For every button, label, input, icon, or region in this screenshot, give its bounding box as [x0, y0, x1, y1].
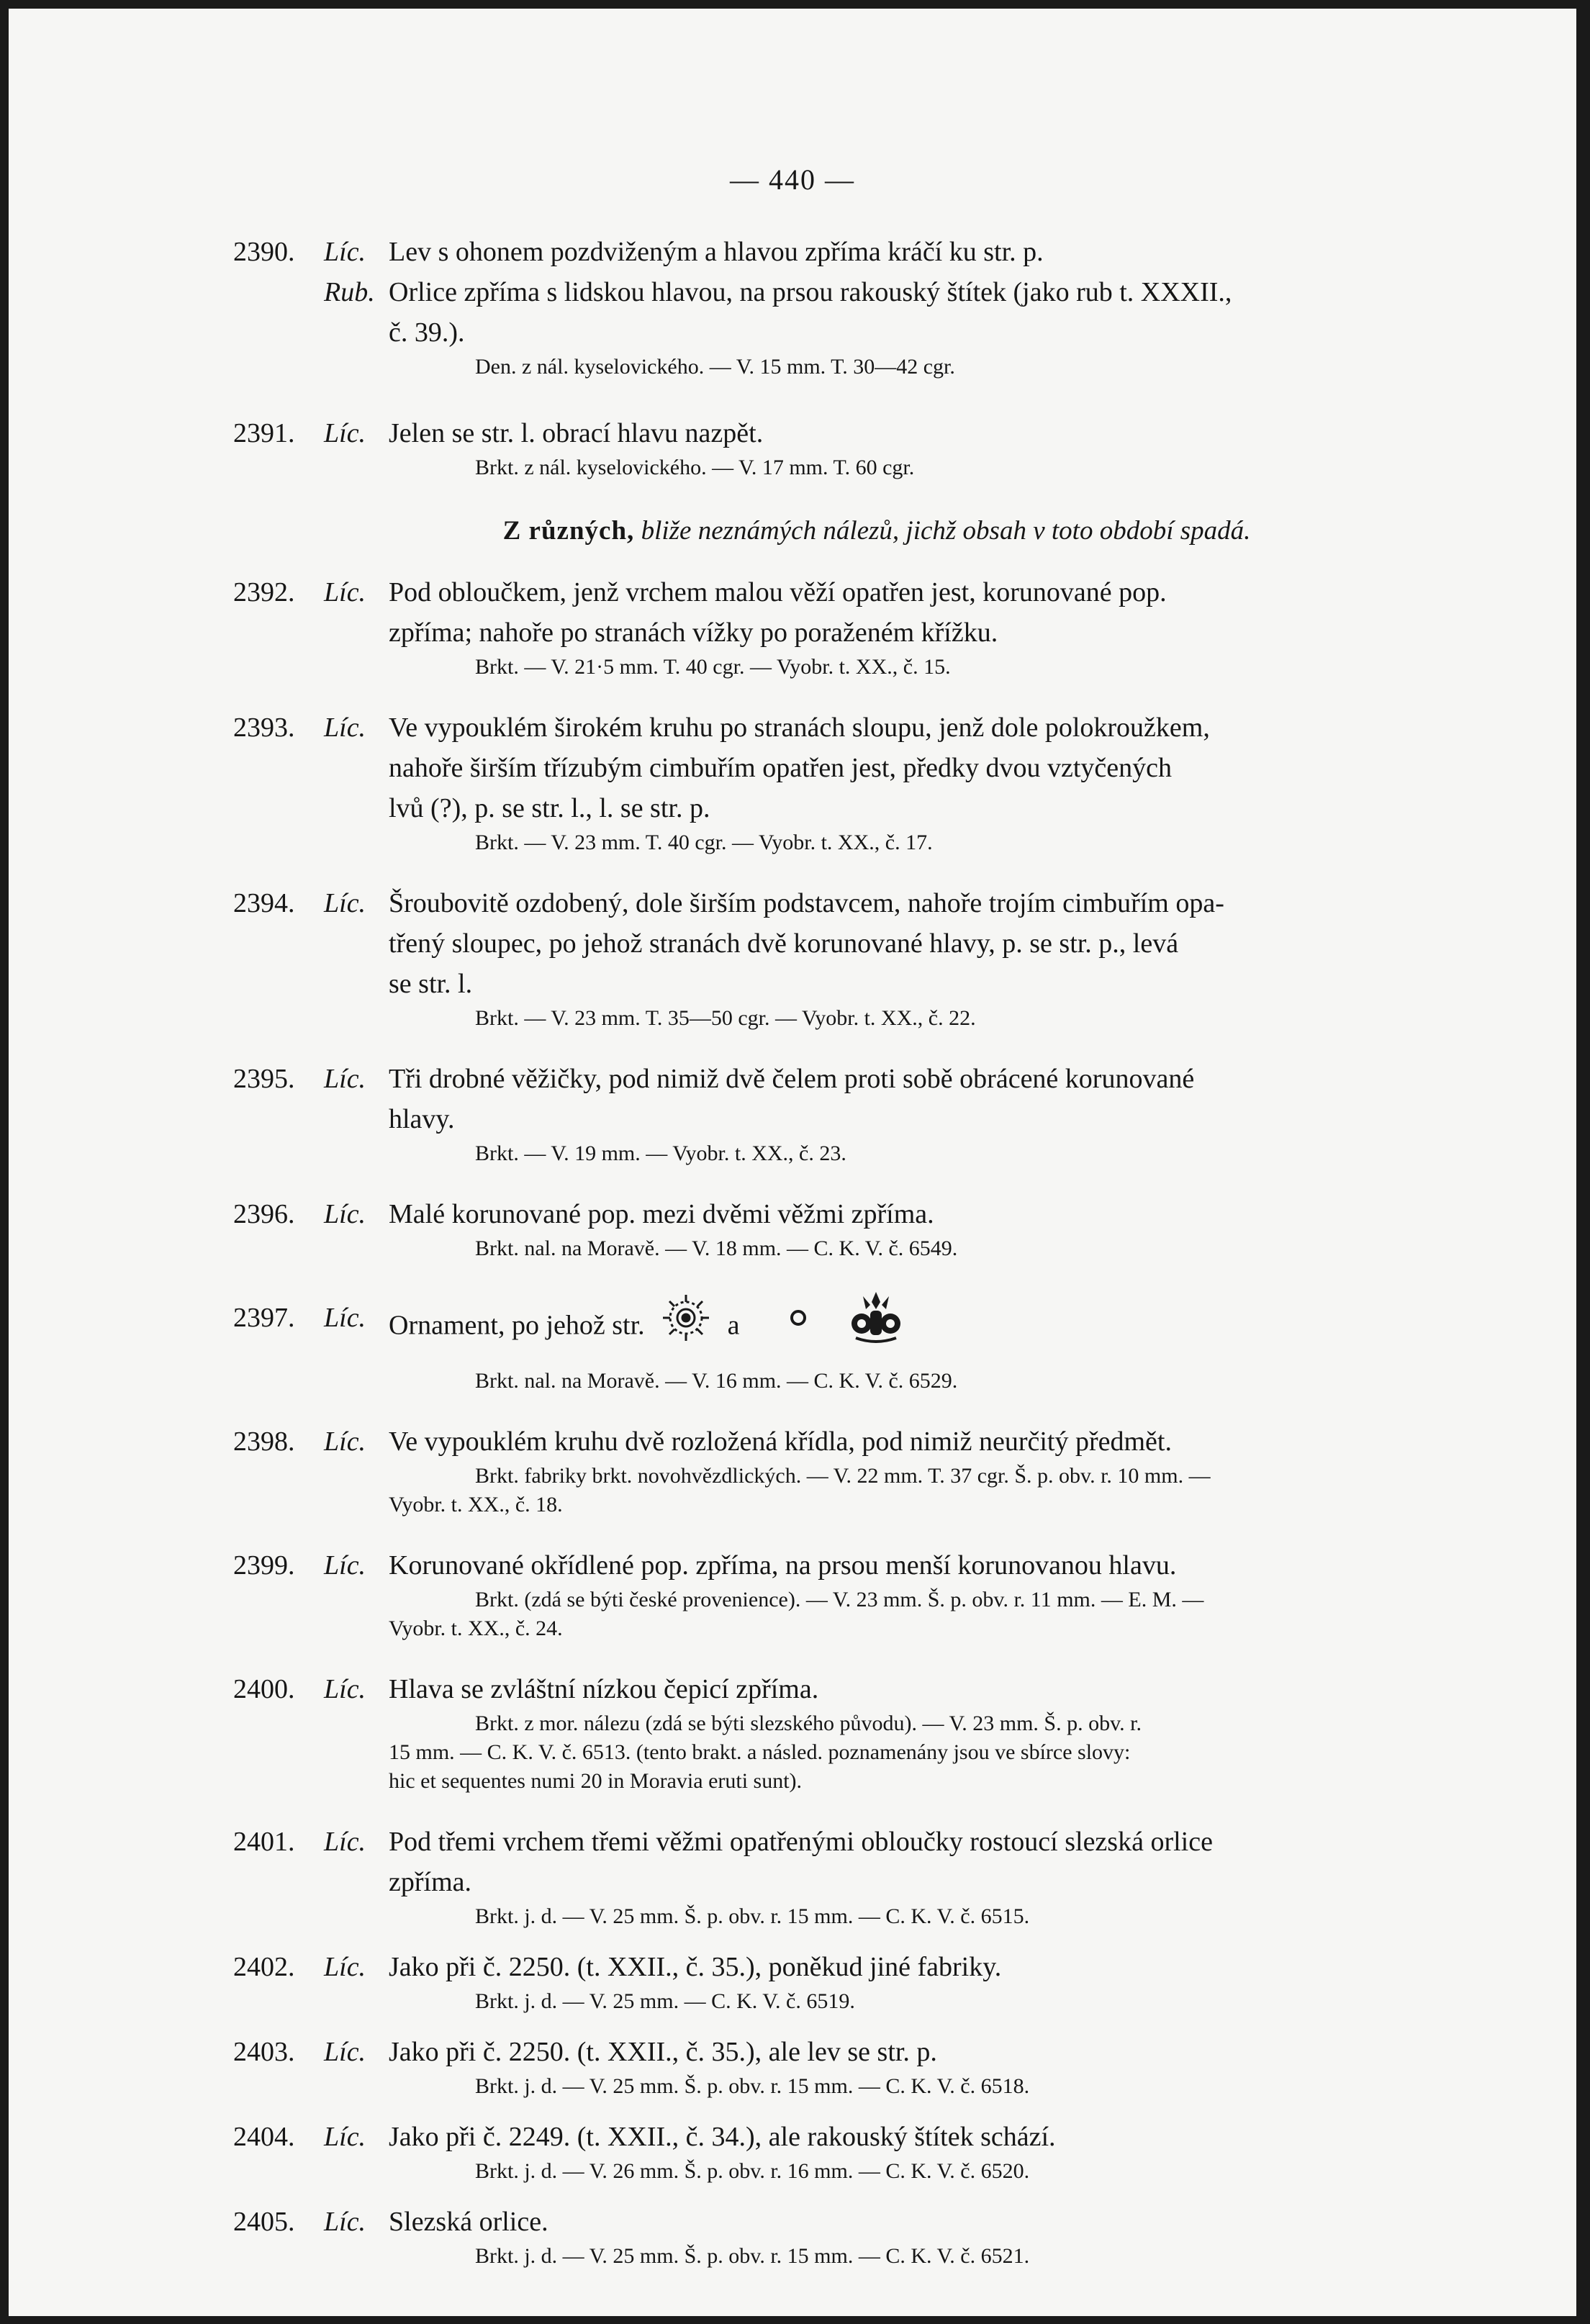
obverse-label: Líc. [324, 2122, 366, 2152]
entry-2393 [233, 707, 1473, 857]
entry-number: 2391. [233, 418, 295, 448]
obverse-text: Jelen se str. l. obrací hlavu nazpět. [389, 418, 764, 448]
entry-number: 2400. [233, 1674, 295, 1704]
entry-number: 2397. [233, 1303, 295, 1333]
obverse-text: Jako při č. 2249. (t. XXII., č. 34.), ale rakouský štítek schází. [389, 2122, 1056, 2152]
entry-reference: Brkt. fabriky brkt. novohvězdlických. — V. 22 mm. T. 37 cgr. Š. p. obv. r. 10 mm. — [475, 1464, 1211, 1488]
obverse-text: Lev s ohonem pozdviženým a hlavou zpříma kráčí ku str. p. [389, 237, 1044, 267]
entry-reference-cont: Vyobr. t. XX., č. 18. [389, 1493, 563, 1516]
obverse-label: Líc. [324, 1064, 366, 1094]
entry-reference: Brkt. j. d. — V. 25 mm. Š. p. obv. r. 15 mm. — C. K. V. č. 6521. [475, 2244, 1030, 2268]
entry-reference: Brkt. — V. 21·5 mm. T. 40 cgr. — Vyobr. t. XX., č. 15. [475, 655, 951, 679]
rosette-ornament-icon [661, 1293, 710, 1362]
entry-number: 2405. [233, 2207, 295, 2237]
obverse-label: Líc. [324, 1674, 366, 1704]
entry-number: 2390. [233, 237, 295, 267]
obverse-text-cont: třený sloupec, po jehož stranách dvě korunované hlavy, p. se str. p., levá [389, 928, 1179, 959]
obverse-label: Líc. [324, 1952, 366, 1982]
entry-2403 [233, 2032, 1473, 2101]
obverse-text-cont: se str. l. [389, 969, 473, 999]
obverse-text: Malé korunované pop. mezi dvěmi věžmi zpříma. [389, 1199, 934, 1229]
entry-reference: Brkt. j. d. — V. 25 mm. — C. K. V. č. 6519. [475, 1989, 855, 2013]
obverse-label: Líc. [324, 237, 366, 267]
entry-2396 [233, 1194, 1473, 1263]
obverse-label: Líc. [324, 1426, 366, 1457]
reverse-label: Rub. [324, 277, 375, 307]
entry-reference: Brkt. j. d. — V. 26 mm. Š. p. obv. r. 16 mm. — C. K. V. č. 6520. [475, 2159, 1030, 2183]
obverse-label: Líc. [324, 1199, 366, 1229]
obverse-text: Ve vypouklém širokém kruhu po stranách sloupu, jenž dole polokroužkem, [389, 713, 1210, 743]
obverse-text: Šroubovitě ozdobený, dole širším podstavcem, nahoře trojím cimbuřím opa- [389, 888, 1224, 918]
entry-2401 [233, 1822, 1473, 1931]
entry-reference-cont: 15 mm. — C. K. V. č. 6513. (tento brakt. a násled. poznamenány jsou ve sbírce slovy: [389, 1740, 1131, 1764]
entry-reference: Brkt. j. d. — V. 25 mm. Š. p. obv. r. 15 mm. — C. K. V. č. 6515. [475, 1904, 1030, 1928]
reverse-text-cont: č. 39.). [389, 317, 465, 348]
obverse-text: Hlava se zvláštní nízkou čepicí zpříma. [389, 1674, 819, 1704]
obverse-text: Korunované okřídlené pop. zpříma, na prsou menší korunovanou hlavu. [389, 1550, 1177, 1581]
entry-reference-cont: Vyobr. t. XX., č. 24. [389, 1617, 563, 1640]
entry-reference: Den. z nál. kyselovického. — V. 15 mm. T. 30—42 cgr. [475, 355, 955, 379]
obverse-label: Líc. [324, 713, 366, 743]
section-heading-rest: bliže neznámých nálezů, jichž obsah v toto období spadá. [641, 516, 1251, 546]
entry-reference: Brkt. nal. na Moravě. — V. 16 mm. — C. K. V. č. 6529. [475, 1369, 958, 1393]
entry-number: 2401. [233, 1827, 295, 1857]
entry-reference: Brkt. — V. 23 mm. T. 40 cgr. — Vyobr. t. XX., č. 17. [475, 831, 933, 854]
entry-reference: Brkt. z mor. nálezu (zdá se býti slezského původu). — V. 23 mm. Š. p. obv. r. [475, 1712, 1142, 1735]
obverse-text-cont: zpříma; nahoře po stranách vížky po poraženém křížku. [389, 618, 998, 648]
entry-number: 2399. [233, 1550, 295, 1581]
entry-reference: Brkt. — V. 23 mm. T. 35—50 cgr. — Vyobr. t. XX., č. 22. [475, 1006, 976, 1030]
obverse-text-cont: nahoře širším třízubým cimbuřím opatřen jest, předky dvou vztyčených [389, 753, 1172, 783]
page-number: — 440 — [730, 163, 855, 196]
obverse-text-cont: hlavy. [389, 1104, 455, 1134]
obverse-text: Jako při č. 2250. (t. XXII., č. 35.), poněkud jiné fabriky. [389, 1952, 1002, 1982]
entry-2391 [233, 413, 1473, 482]
entry-reference: Brkt. z nál. kyselovického. — V. 17 mm. T. 60 cgr. [475, 456, 915, 479]
catalog-entries [233, 232, 1473, 2271]
obverse-text: Tři drobné věžičky, pod nimiž dvě čelem proti sobě obrácené korunované [389, 1064, 1195, 1094]
entry-2404 [233, 2117, 1473, 2186]
section-heading-bold: Z různých, [502, 516, 635, 546]
entry-2394 [233, 883, 1473, 1033]
entry-2397 [233, 1289, 1473, 1396]
entry-number: 2402. [233, 1952, 295, 1982]
entry-number: 2396. [233, 1199, 295, 1229]
obverse-label: Líc. [324, 577, 366, 607]
obverse-text: Pod třemi vrchem třemi věžmi opatřenými obloučky rostoucí slezská orlice [389, 1827, 1213, 1857]
obverse-text: Slezská orlice. [389, 2207, 548, 2237]
obverse-text-cont: zpříma. [389, 1867, 472, 1897]
entry-number: 2392. [233, 577, 295, 607]
obverse-text: Pod obloučkem, jenž vrchem malou věží opatřen jest, korunované pop. [389, 577, 1167, 607]
obverse-label: Líc. [324, 1303, 366, 1333]
entry-2392 [233, 572, 1473, 682]
crescent-ornament-icon [756, 1293, 814, 1362]
entry-number: 2393. [233, 713, 295, 743]
entry-reference-cont: hic et sequentes numi 20 in Moravia eruti sunt). [389, 1769, 803, 1793]
entry-number: 2395. [233, 1064, 295, 1094]
entry-reference: Brkt. nal. na Moravě. — V. 18 mm. — C. K. V. č. 6549. [475, 1236, 958, 1260]
entry-reference: Brkt. (zdá se býti české provenience). — V. 23 mm. Š. p. obv. r. 11 mm. — E. M. — [475, 1588, 1204, 1611]
entry-2399 [233, 1545, 1473, 1643]
obverse-label: Líc. [324, 2037, 366, 2067]
obverse-text: Jako při č. 2250. (t. XXII., č. 35.), ale lev se str. p. [389, 2037, 937, 2067]
entry-number: 2404. [233, 2122, 295, 2152]
entry-2402 [233, 1947, 1473, 2016]
obverse-label: Líc. [324, 418, 366, 448]
obverse-label: Líc. [324, 2207, 366, 2237]
entry-2405 [233, 2202, 1473, 2271]
conjunction: a [727, 1310, 740, 1341]
entry-reference: Brkt. — V. 19 mm. — Vyobr. t. XX., č. 23. [475, 1141, 846, 1165]
obverse-text-cont: lvů (?), p. se str. l., l. se str. p. [389, 793, 710, 823]
obverse-label: Líc. [324, 888, 366, 918]
entry-number: 2394. [233, 888, 295, 918]
lily-ornament-icon [841, 1289, 911, 1367]
entry-number: 2403. [233, 2037, 295, 2067]
scanned-page [9, 9, 1576, 2316]
entry-2398 [233, 1421, 1473, 1519]
reverse-text: Orlice zpříma s lidskou hlavou, na prsou rakouský štítek (jako rub t. XXXII., [389, 277, 1232, 307]
entry-number: 2398. [233, 1426, 295, 1457]
entry-2390 [233, 232, 1473, 381]
entry-2395 [233, 1059, 1473, 1168]
obverse-label: Líc. [324, 1550, 366, 1581]
entry-reference: Brkt. j. d. — V. 25 mm. Š. p. obv. r. 15 mm. — C. K. V. č. 6518. [475, 2074, 1030, 2098]
section-heading [281, 515, 1473, 546]
obverse-label: Líc. [324, 1827, 366, 1857]
obverse-text: Ve vypouklém kruhu dvě rozložená křídla, pod nimiž neurčitý předmět. [389, 1426, 1172, 1457]
entry-2400 [233, 1669, 1473, 1796]
obverse-text: Ornament, po jehož str. [389, 1310, 645, 1341]
